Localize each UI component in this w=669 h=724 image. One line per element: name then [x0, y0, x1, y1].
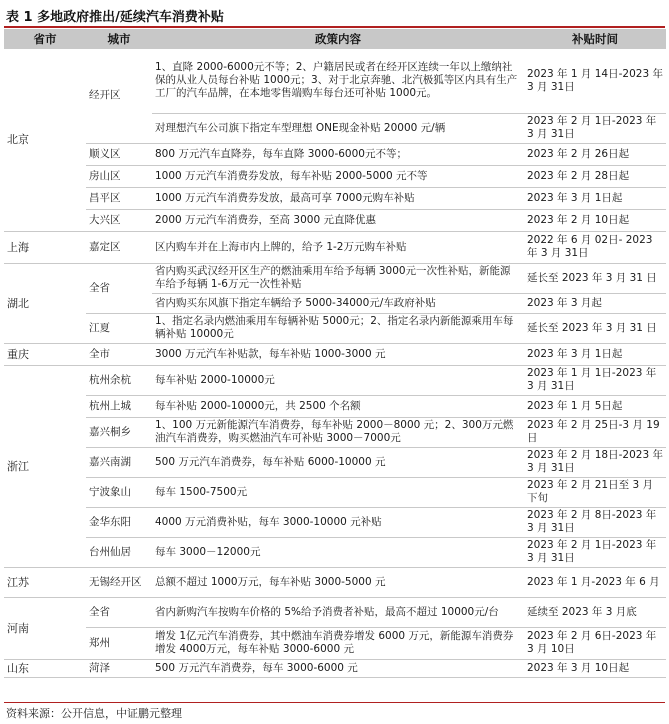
city-cell: 全省	[86, 597, 152, 627]
policy-cell: 总额不超过 1000万元，每车补贴 3000-5000 元	[152, 567, 524, 597]
policy-cell: 1000 万元汽车消费券发放，最高可享 7000元购车补贴	[152, 187, 524, 209]
city-cell: 杭州余杭	[86, 365, 152, 395]
title-divider	[4, 26, 665, 28]
table-row	[4, 165, 666, 187]
time-cell: 2023 年 2 月 18日-2023 年 3 月 31日	[524, 447, 666, 477]
policy-cell: 每车 1500-7500元	[152, 477, 524, 507]
policy-cell: 500 万元汽车消费券，每车补贴 6000-10000 元	[152, 447, 524, 477]
policy-cell: 每车补贴 2000-10000元	[152, 365, 524, 395]
time-cell: 2023 年 1 月-2023 年 6 月	[524, 567, 666, 597]
time-cell: 2023 年 2 月 1日-2023 年 3 月 31日	[524, 113, 666, 143]
city-cell: 金华东阳	[86, 507, 152, 537]
policy-cell: 1000 万元汽车消费券发放，每车补贴 2000-5000 元不等	[152, 165, 524, 187]
policy-table	[4, 29, 666, 678]
policy-cell: 2000 万元汽车消费券，至高 3000 元直降优惠	[152, 209, 524, 231]
policy-cell: 省内购买东风旗下指定车辆给予 5000-34000元/车政府补贴	[152, 293, 524, 313]
policy-cell: 区内购车并在上海市内上牌的，给予 1-2万元购车补贴	[152, 231, 524, 263]
policy-cell: 对理想汽车公司旗下指定车型理想 ONE现金补贴 20000 元/辆	[152, 113, 524, 143]
header-policy: 政策内容	[152, 29, 524, 49]
city-cell: 昌平区	[86, 187, 152, 209]
city-cell: 全市	[86, 343, 152, 365]
province-cell: 山东	[4, 659, 86, 677]
province-cell: 浙江	[4, 365, 86, 567]
policy-cell: 省内购买武汉经开区生产的燃油乘用车给予每辆 3000元一次性补贴，新能源车给予每辆 1-6万元一次性补贴	[152, 263, 524, 293]
time-cell: 2022 年 6 月 02日- 2023 年 3 月 31日	[524, 231, 666, 263]
time-cell: 2023 年 1 月 5日起	[524, 395, 666, 417]
header-row	[4, 29, 666, 49]
table-row	[4, 187, 666, 209]
table-row	[4, 447, 666, 477]
city-cell: 郑州	[86, 627, 152, 659]
time-cell: 2023 年 3 月 10日起	[524, 659, 666, 677]
policy-cell: 每车 3000－12000元	[152, 537, 524, 567]
province-cell: 河南	[4, 597, 86, 659]
province-cell: 重庆	[4, 343, 86, 365]
table-row	[4, 263, 666, 293]
table-row	[4, 395, 666, 417]
table-row	[4, 209, 666, 231]
time-cell: 延续至 2023 年 3 月底	[524, 597, 666, 627]
city-cell: 江夏	[86, 313, 152, 343]
time-cell: 2023 年 2 月 8日-2023 年 3 月 31日	[524, 507, 666, 537]
policy-cell: 省内新购汽车按购车价格的 5%给予消费者补贴，最高不超过 10000元/台	[152, 597, 524, 627]
time-cell: 2023 年 1 月 1日-2023 年 3 月 31日	[524, 365, 666, 395]
city-cell: 房山区	[86, 165, 152, 187]
time-cell: 2023 年 2 月 28日起	[524, 165, 666, 187]
city-cell: 经开区	[86, 49, 152, 143]
policy-cell: 800 万元汽车直降券，每车直降 3000-6000元不等；	[152, 143, 524, 165]
city-cell: 顺义区	[86, 143, 152, 165]
time-cell: 2023 年 3 月 1日起	[524, 343, 666, 365]
table-row	[4, 365, 666, 395]
city-cell: 宁波象山	[86, 477, 152, 507]
city-cell: 无锡经开区	[86, 567, 152, 597]
province-cell: 江苏	[4, 567, 86, 597]
policy-cell: 每车补贴 2000-10000元，共 2500 个名额	[152, 395, 524, 417]
time-cell: 2023 年 2 月 26日起	[524, 143, 666, 165]
city-cell: 菏泽	[86, 659, 152, 677]
table-row	[4, 477, 666, 507]
time-cell: 2023 年 2 月 1日-2023 年 3 月 31日	[524, 537, 666, 567]
header-time: 补贴时间	[524, 29, 666, 49]
policy-cell: 增发 1亿元汽车消费券，其中燃油车消费券增发 6000 万元，新能源车消费券增发 4000万元，每车补贴 3000-6000 元	[152, 627, 524, 659]
table-row	[4, 567, 666, 597]
time-cell: 2023 年 1 月 14日-2023 年 3 月 31日	[524, 49, 666, 113]
policy-cell: 500 万元汽车消费券，每车 3000-6000 元	[152, 659, 524, 677]
policy-cell: 4000 万元消费补贴，每车 3000-10000 元补贴	[152, 507, 524, 537]
city-cell: 嘉兴桐乡	[86, 417, 152, 447]
province-cell: 湖北	[4, 263, 86, 343]
time-cell: 2023 年 2 月 21日至 3 月下旬	[524, 477, 666, 507]
time-cell: 2023 年 2 月 10日起	[524, 209, 666, 231]
table-row	[4, 49, 666, 113]
header-province: 省市	[4, 29, 86, 49]
table-row	[4, 343, 666, 365]
table-row	[4, 417, 666, 447]
time-cell: 2023 年 3 月 1日起	[524, 187, 666, 209]
table-row	[4, 597, 666, 627]
time-cell: 延长至 2023 年 3 月 31 日	[524, 263, 666, 293]
table-row	[4, 231, 666, 263]
table-row	[4, 507, 666, 537]
time-cell: 2023 年 2 月 6日-2023 年 3 月 10日	[524, 627, 666, 659]
table-row	[4, 659, 666, 677]
footer-divider	[4, 702, 665, 703]
policy-cell: 3000 万元汽车补贴款，每车补贴 1000-3000 元	[152, 343, 524, 365]
table-row	[4, 537, 666, 567]
province-cell: 上海	[4, 231, 86, 263]
time-cell: 2023 年 3 月起	[524, 293, 666, 313]
province-cell: 北京	[4, 49, 86, 231]
city-cell: 杭州上城	[86, 395, 152, 417]
city-cell: 大兴区	[86, 209, 152, 231]
time-cell: 2023 年 2 月 25日-3 月 19日	[524, 417, 666, 447]
policy-cell: 1、指定名录内燃油乘用车每辆补贴 5000元；2、指定名录内新能源乘用车每辆补贴 10000元	[152, 313, 524, 343]
city-cell: 嘉定区	[86, 231, 152, 263]
policy-cell: 1、直降 2000-6000元不等；2、户籍居民或者在经开区连续一年以上缴纳社保的从业人员每台补贴 1000元；3、对于北京奔驰、北汽极狐等区内具有生产工厂的汽车品牌，在本地零售端购车每台还可补贴 1000元。	[152, 49, 524, 113]
city-cell: 嘉兴南湖	[86, 447, 152, 477]
source-note: 资料来源：公开信息，中证鹏元整理	[6, 707, 182, 720]
table-row	[4, 627, 666, 659]
table-title: 表 1 多地政府推出/延续汽车消费补贴	[6, 10, 224, 25]
time-cell: 延长至 2023 年 3 月 31 日	[524, 313, 666, 343]
header-city: 城市	[86, 29, 152, 49]
policy-cell: 1、100 万元新能源汽车消费券，每车补贴 2000－8000 元；2、300万元燃油汽车消费券，购买燃油汽车可补贴 3000－7000元	[152, 417, 524, 447]
city-cell: 全省	[86, 263, 152, 313]
city-cell: 台州仙居	[86, 537, 152, 567]
table-row	[4, 143, 666, 165]
table-row	[4, 313, 666, 343]
